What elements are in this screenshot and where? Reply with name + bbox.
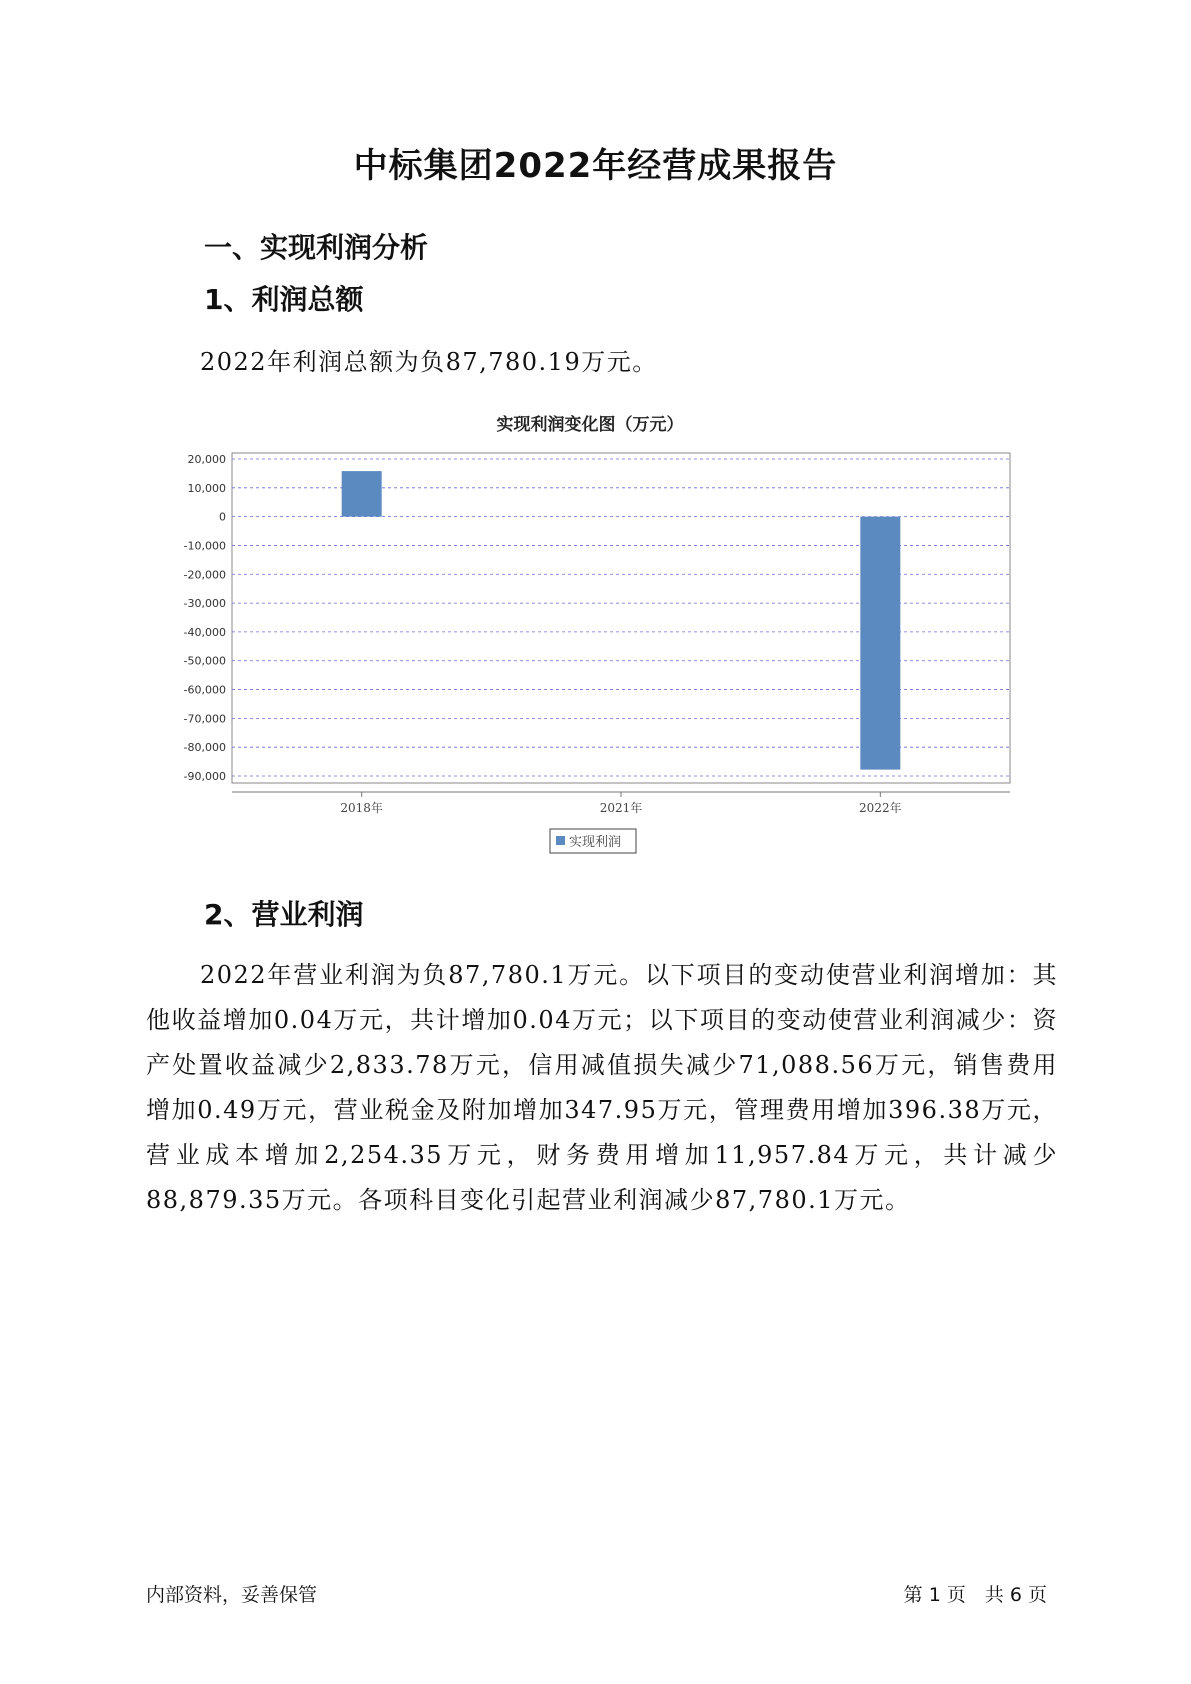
operating-profit-paragraph: 2022年营业利润为负87,780.1万元。以下项目的变动使营业利润增加：其他收益增加0.04万元，共计增加0.04万元；以下项目的变动使营业利润减少：资产处置收益减少2,833.78万元，信用减值损失减少71,088.56万元，销售费用增加0.49万元，营业税金及附加增加347.95万元，管理费用增加396.38万元，营业成本增加2,254.35万元，财务费用增加11,957.84万元，共计减少88,879.35万元。各项科目变化引起营业利润减少87,780.1万元。 bbox=[146, 961, 1058, 1214]
x-tick-label: 2021年 bbox=[599, 801, 643, 815]
y-tick-label: -60,000 bbox=[183, 683, 226, 697]
y-tick-label: 20,000 bbox=[187, 453, 226, 466]
total-profit-paragraph: 2022年利润总额为负87,780.19万元。 bbox=[200, 348, 658, 376]
profit-chart bbox=[150, 408, 1030, 868]
y-tick-label: -20,000 bbox=[183, 568, 226, 582]
report-title: 中标集团2022年经营成果报告 bbox=[353, 146, 838, 186]
chart-legend bbox=[550, 829, 636, 853]
y-tick-label: 10,000 bbox=[187, 481, 226, 495]
y-tick-label: -70,000 bbox=[183, 712, 226, 726]
legend-swatch bbox=[556, 836, 565, 845]
bar-2022年 bbox=[860, 517, 900, 770]
y-tick-label: -50,000 bbox=[183, 654, 226, 668]
y-tick-label: -40,000 bbox=[183, 625, 226, 639]
x-tick-label: 2018年 bbox=[340, 801, 383, 815]
chart-title: 实现利润变化图（万元） bbox=[496, 415, 684, 435]
footer-confidential: 内部资料，妥善保管 bbox=[146, 1584, 318, 1606]
x-tick-label: 2022年 bbox=[859, 801, 902, 815]
legend-label: 实现利润 bbox=[569, 835, 622, 850]
y-tick-label: -90,000 bbox=[183, 770, 226, 783]
y-tick-label: -30,000 bbox=[183, 597, 226, 611]
subheading-total-profit: 1、利润总额 bbox=[204, 283, 364, 316]
y-tick-label: 0 bbox=[219, 510, 226, 524]
section-heading-profit-analysis: 一、实现利润分析 bbox=[204, 231, 429, 264]
bar-2018年 bbox=[342, 471, 382, 517]
footer-page-number: 第 1 页 共 6 页 bbox=[903, 1584, 1047, 1606]
y-tick-label: -10,000 bbox=[183, 539, 226, 553]
subheading-operating-profit: 2、营业利润 bbox=[204, 898, 364, 931]
y-tick-label: -80,000 bbox=[183, 741, 226, 755]
